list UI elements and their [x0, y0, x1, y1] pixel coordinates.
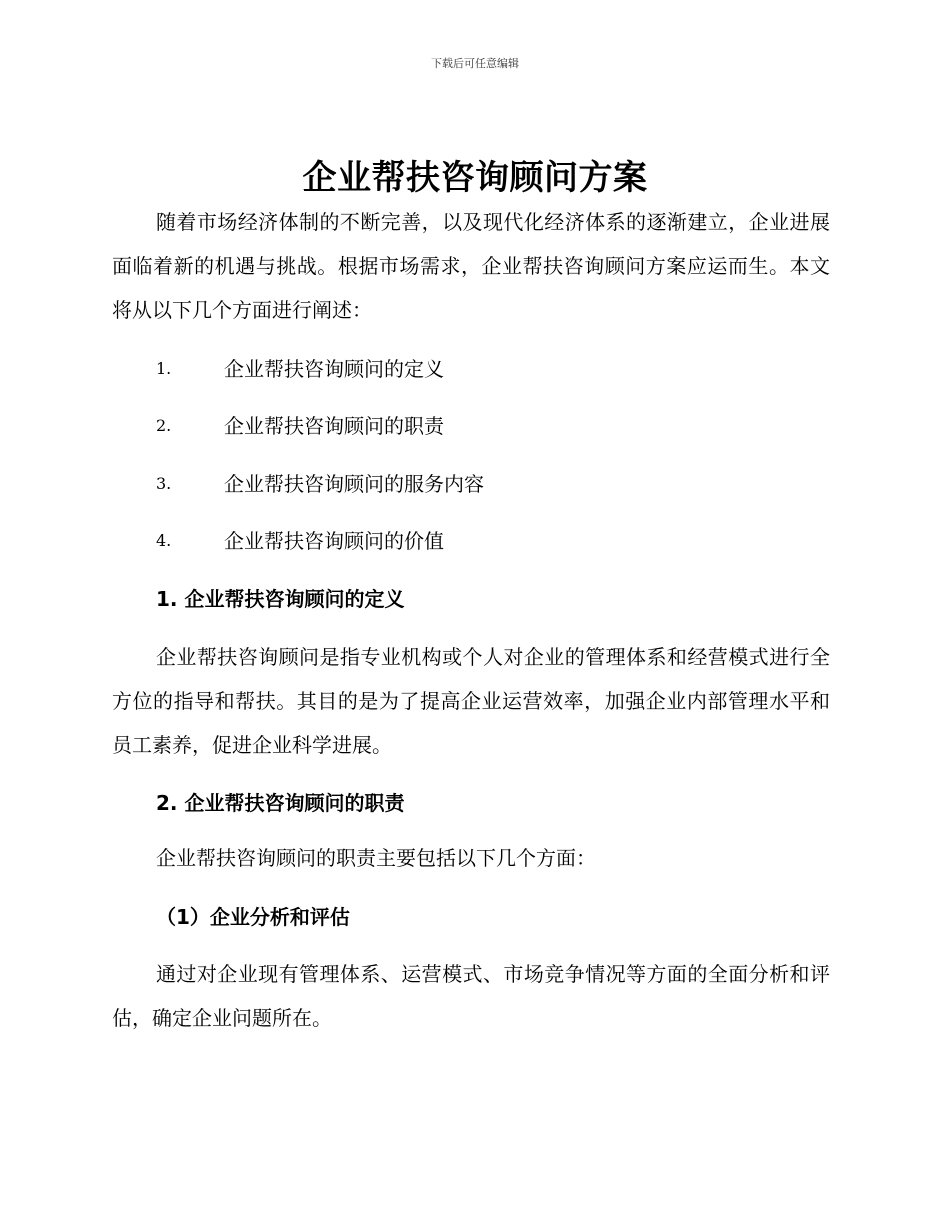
outline-item-number: 4. — [156, 531, 172, 550]
outline-item-number: 1. — [156, 359, 172, 378]
definition-paragraph: 企业帮扶咨询顾问是指专业机构或个人对企业的管理体系和经营模式进行全方位的指导和帮扶。其目的是为了提高企业运营效率，加强企业内部管理水平和员工素养，促进企业科学进展。 — [112, 645, 830, 757]
outline-item-label: 企业帮扶咨询顾问的价值 — [224, 529, 444, 553]
outline-item — [112, 411, 830, 441]
intro-paragraph: 随着市场经济体制的不断完善，以及现代化经济体系的逐渐建立，企业进展面临着新的机遇与挑战。根据市场需求，企业帮扶咨询顾问方案应运而生。本文将从以下几个方面进行阐述： — [112, 210, 830, 322]
section-heading-duties: 2. 企业帮扶咨询顾问的职责 — [156, 791, 405, 815]
outline-item-label: 企业帮扶咨询顾问的服务内容 — [224, 472, 484, 496]
outline-item-label: 企业帮扶咨询顾问的定义 — [224, 357, 444, 381]
outline-item-label: 企业帮扶咨询顾问的职责 — [224, 414, 444, 438]
header-note: 下载后可任意编辑 — [431, 57, 519, 70]
analysis-paragraph: 通过对企业现有管理体系、运营模式、市场竞争情况等方面的全面分析和评估，确定企业问题所在。 — [112, 962, 830, 1030]
outline-item — [112, 526, 830, 556]
document-title: 企业帮扶咨询顾问方案 — [302, 158, 648, 198]
outline-item-number: 2. — [156, 416, 172, 435]
outline-item — [112, 469, 830, 499]
outline-item-number: 3. — [156, 474, 172, 493]
outline-item — [112, 354, 830, 384]
duties-intro-paragraph: 企业帮扶咨询顾问的职责主要包括以下几个方面： — [156, 846, 596, 870]
section-heading-definition: 1. 企业帮扶咨询顾问的定义 — [156, 587, 405, 611]
sub-heading-analysis: （1）企业分析和评估 — [156, 905, 350, 929]
